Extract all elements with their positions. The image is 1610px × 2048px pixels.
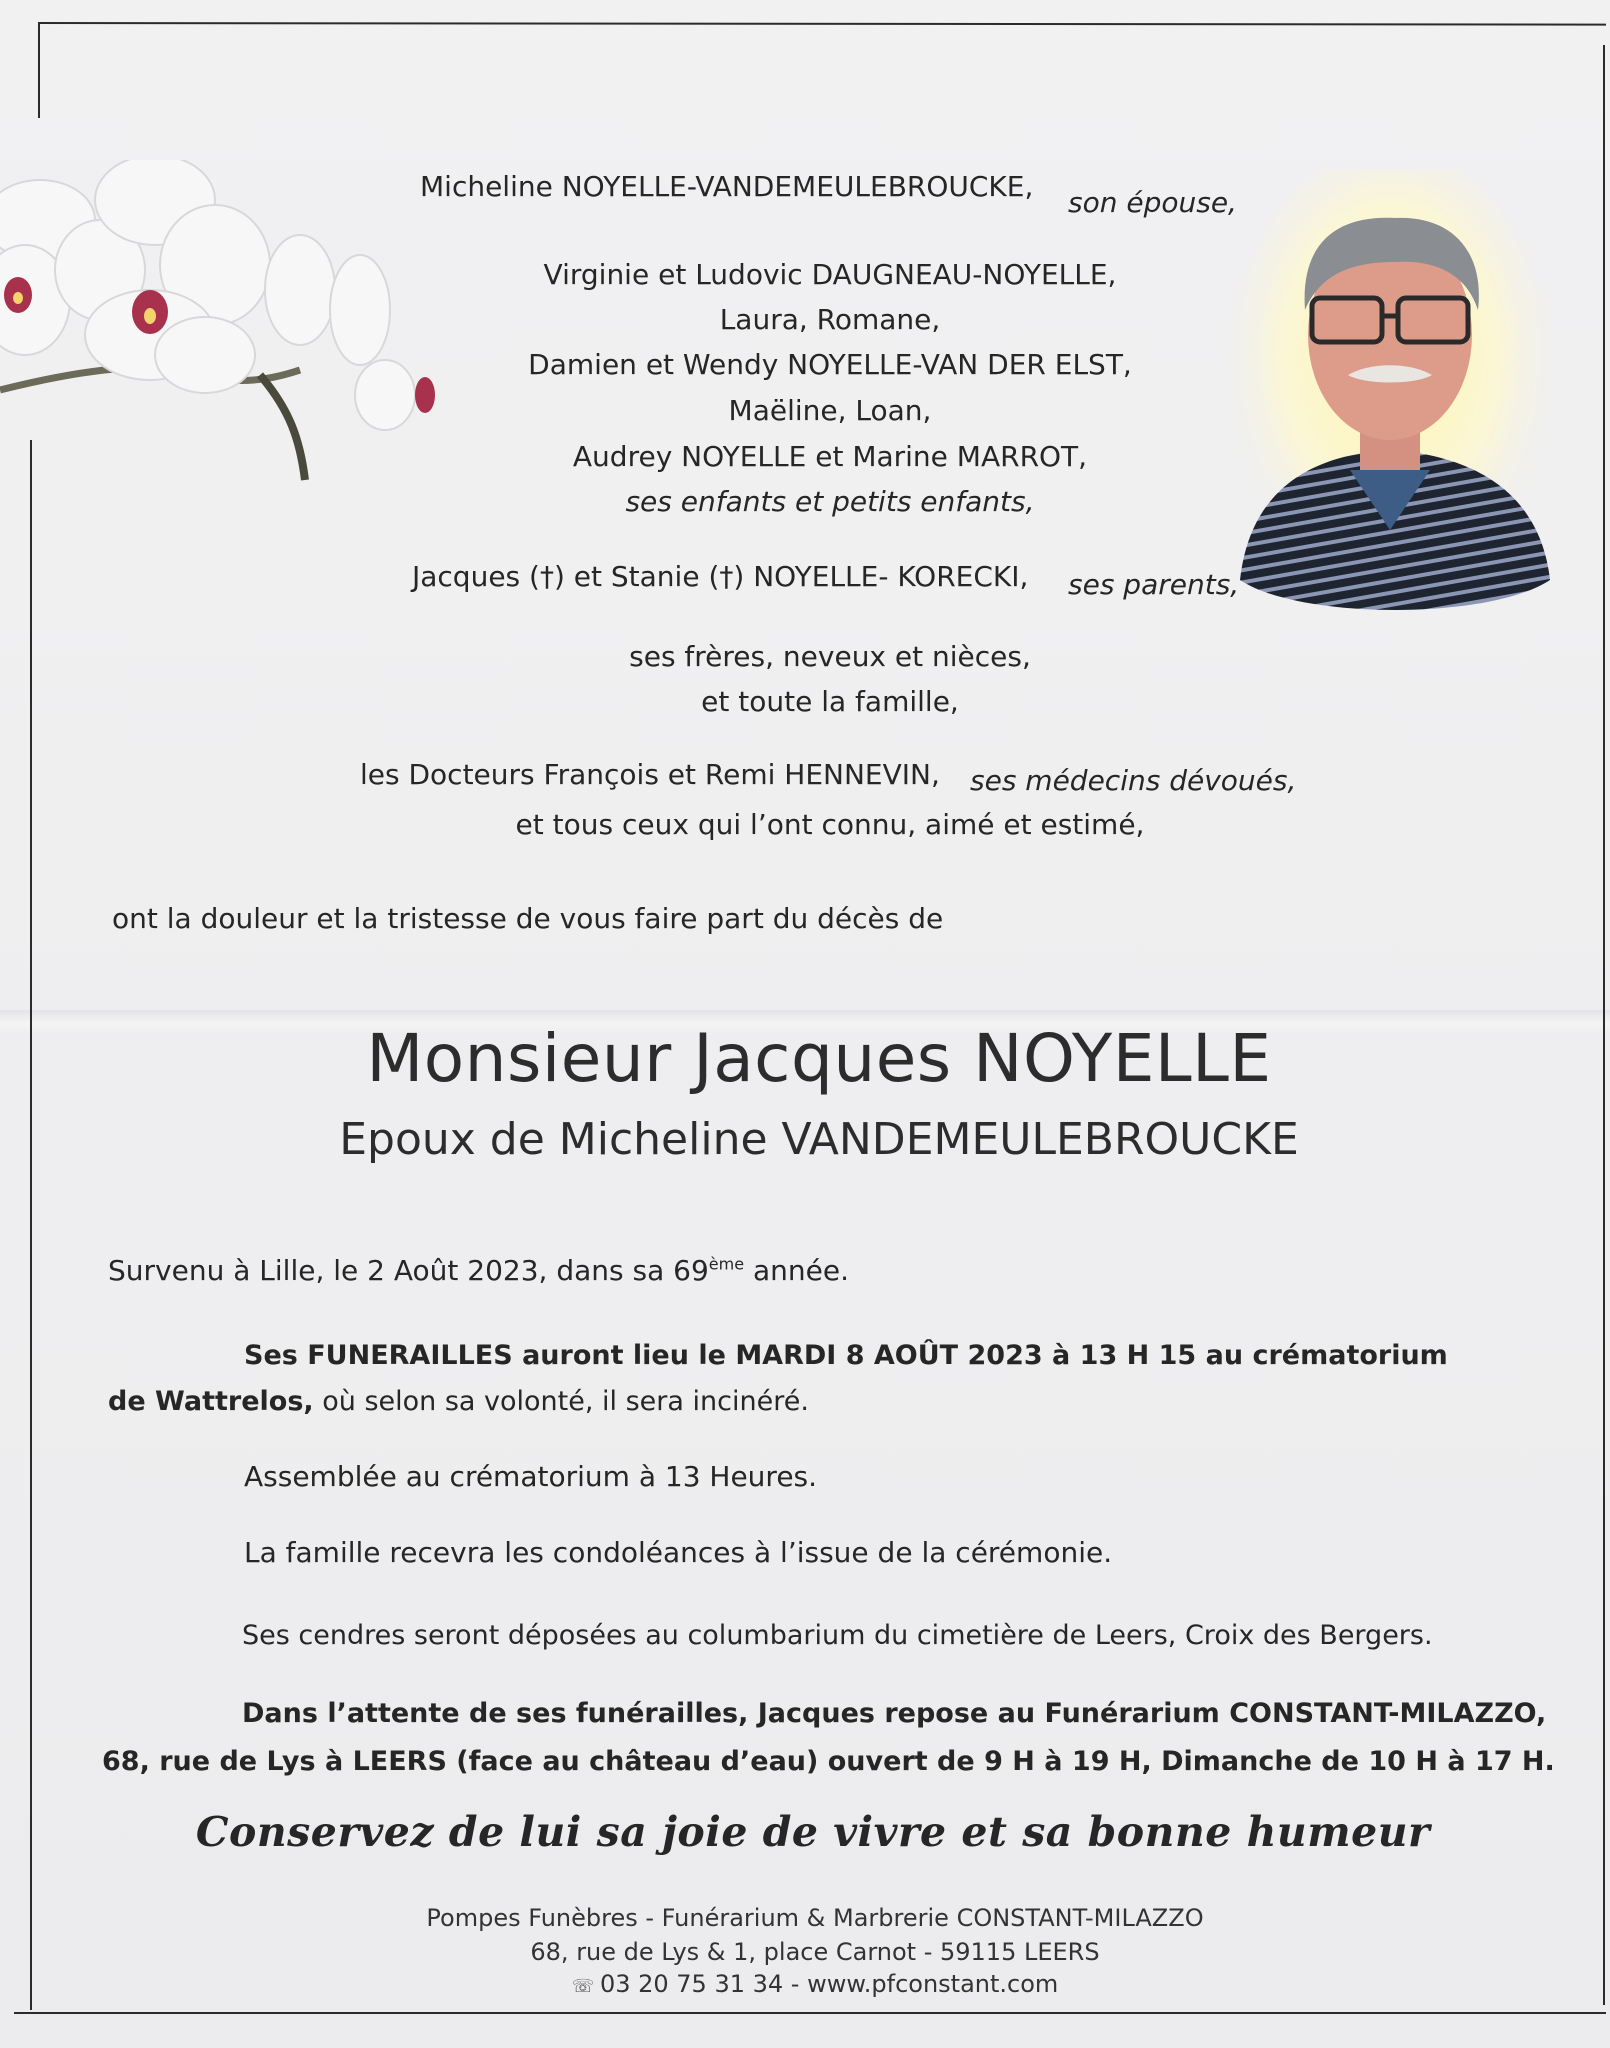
- announcement-line: ont la douleur et la tristesse de vous faire part du décès de: [112, 902, 944, 935]
- parents-name: Jacques (†) et Stanie (†) NOYELLE- KORECKI,: [412, 560, 1029, 593]
- motto: Conservez de lui sa joie de vivre et sa bonne humeur: [195, 1808, 1431, 1856]
- doctors-name: les Docteurs François et Remi HENNEVIN,: [360, 758, 940, 791]
- condolences-line: La famille recevra les condoléances à l’issue de la cérémonie.: [244, 1536, 1113, 1569]
- children-role: ses enfants et petits enfants,: [625, 485, 1035, 518]
- child-line-3: Damien et Wendy NOYELLE-VAN DER ELST,: [528, 348, 1132, 381]
- deceased-name: Monsieur Jacques NOYELLE: [366, 1020, 1272, 1097]
- phone-icon: ☏: [571, 1976, 600, 1997]
- assembly-line: Assemblée au crématorium à 13 Heures.: [244, 1460, 818, 1493]
- doctors-role: ses médecins dévoués,: [970, 764, 1297, 797]
- frame-border-left: [30, 440, 32, 2010]
- rest-line-1: Dans l’attente de ses funérailles, Jacques repose au Funérarium CONSTANT-MILAZZO,: [242, 1698, 1547, 1729]
- spouse-name: Micheline NOYELLE-VANDEMEULEBROUCKE,: [420, 170, 1034, 203]
- siblings-line: ses frères, neveux et nièces,: [629, 640, 1031, 673]
- family-line: et toute la famille,: [701, 685, 959, 718]
- rest-line-2: 68, rue de Lys à LEERS (face au château d’eau) ouvert de 9 H à 19 H, Dimanche de 10 H à 17 H.: [102, 1746, 1555, 1777]
- ashes-line: Ses cendres seront déposées au columbarium du cimetière de Leers, Croix des Bergers.: [242, 1620, 1433, 1651]
- death-line: Survenu à Lille, le 2 Août 2023, dans sa 69ème année.: [108, 1254, 849, 1287]
- child-line-1: Virginie et Ludovic DAUGNEAU-NOYELLE,: [543, 258, 1117, 291]
- footer-address: 68, rue de Lys & 1, place Carnot - 59115 LEERS: [530, 1938, 1100, 1966]
- footer-company: Pompes Funèbres - Funérarium & Marbrerie CONSTANT-MILAZZO: [426, 1904, 1204, 1932]
- child-line-4: Maëline, Loan,: [728, 394, 932, 427]
- parents-role: ses parents,: [1068, 568, 1240, 601]
- child-line-2: Laura, Romane,: [719, 303, 941, 336]
- funeral-line-1: Ses FUNERAILLES auront lieu le MARDI 8 AOÛT 2023 à 13 H 15 au crématorium: [244, 1340, 1448, 1371]
- others-line: et tous ceux qui l’ont connu, aimé et estimé,: [515, 808, 1145, 841]
- frame-border-top: [38, 22, 1606, 26]
- child-line-5: Audrey NOYELLE et Marine MARROT,: [572, 440, 1088, 473]
- footer-contact: [0, 1970, 1610, 1998]
- footer-contact-text: 03 20 75 31 34 - www.pfconstant.com: [599, 1970, 1059, 1998]
- frame-border-left-top: [38, 22, 40, 118]
- funeral-line-2: de Wattrelos, où selon sa volonté, il sera incinéré.: [108, 1386, 809, 1417]
- frame-border-bottom: [14, 2012, 1606, 2014]
- deceased-subtitle: Epoux de Micheline VANDEMEULEBROUCKE: [339, 1114, 1299, 1165]
- spouse-role: son épouse,: [1068, 186, 1237, 219]
